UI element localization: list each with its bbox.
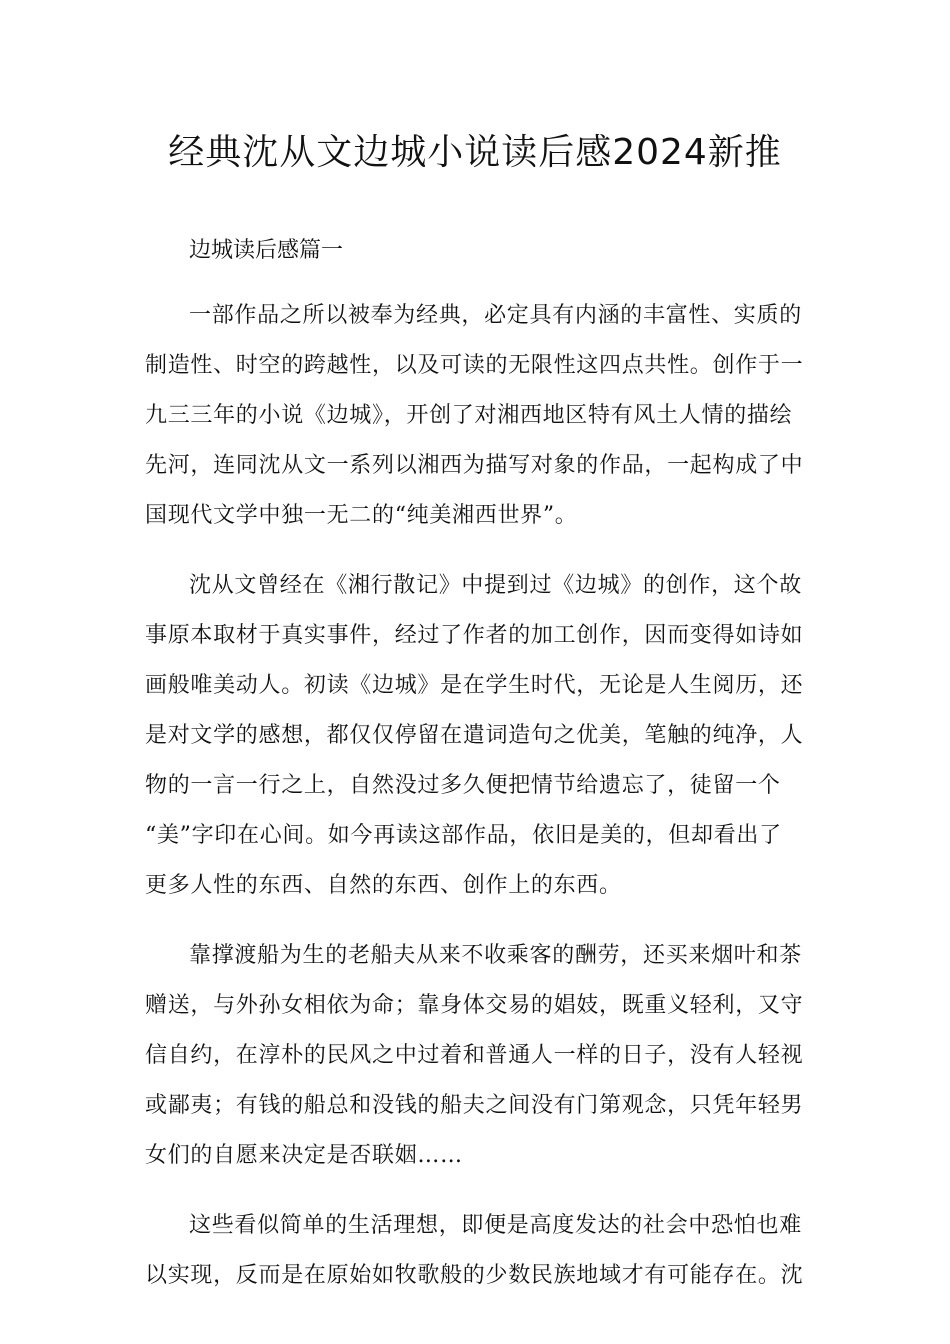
- text-line: 更多人性的东西、自然的东西、创作上的东西。: [145, 873, 622, 898]
- document-body: [145, 231, 811, 1321]
- text-line: 或鄙夷；有钱的船总和没钱的船夫之间没有门第观念，只凭年轻男: [145, 1093, 804, 1118]
- text-line: 九三三年的小说《边城》，开创了对湘西地区特有风土人情的描绘: [145, 403, 793, 428]
- text-line: 赠送，与外孙女相依为命；靠身体交易的娼妓，既重义轻利，又守: [145, 993, 804, 1018]
- text-line: 一部作品之所以被奉为经典，必定具有内涵的丰富性、实质的: [189, 303, 802, 328]
- text-line: 制造性、时空的跨越性，以及可读的无限性这四点共性。创作于一: [145, 353, 804, 378]
- text-line: 是对文学的感想，都仅仅停留在遣词造句之优美，笔触的纯净，人: [145, 723, 804, 748]
- paragraph-1: [145, 291, 811, 541]
- text-line: “美”字印在心间。如今再读这部作品，依旧是美的，但却看出了: [145, 823, 782, 848]
- text-line: 先河，连同沈从文一系列以湘西为描写对象的作品，一起构成了中: [145, 453, 804, 478]
- text-line: 物的一言一行之上，自然没过多久便把情节给遗忘了，徒留一个: [145, 773, 781, 798]
- text-line: 沈从文曾经在《湘行散记》中提到过《边城》的创作，这个故: [189, 573, 802, 598]
- text-line: 画般唯美动人。初读《边城》是在学生时代，无论是人生阅历，还: [145, 673, 804, 698]
- section-heading: 边城读后感篇一: [189, 238, 344, 263]
- text-line: 女们的自愿来决定是否联姻……: [145, 1143, 463, 1168]
- text-line: 这些看似简单的生活理想，即便是高度发达的社会中恐怕也难: [189, 1213, 802, 1238]
- text-line: 事原本取材于真实事件，经过了作者的加工创作，因而变得如诗如: [145, 623, 804, 648]
- text-line: 以实现，反而是在原始如牧歌般的少数民族地域才有可能存在。沈: [145, 1263, 804, 1288]
- paragraph-4: [145, 1201, 811, 1301]
- text-line: 国现代文学中独一无二的“纯美湘西世界”。: [145, 503, 578, 528]
- paragraph-2: [145, 561, 811, 911]
- paragraph-3: [145, 931, 811, 1181]
- document-title: 经典沈从文边城小说读后感2024新推: [168, 132, 782, 173]
- text-line: 靠撑渡船为生的老船夫从来不收乘客的酬劳，还买来烟叶和茶: [189, 943, 802, 968]
- text-line: 信自约，在淳朴的民风之中过着和普通人一样的日子，没有人轻视: [145, 1043, 804, 1068]
